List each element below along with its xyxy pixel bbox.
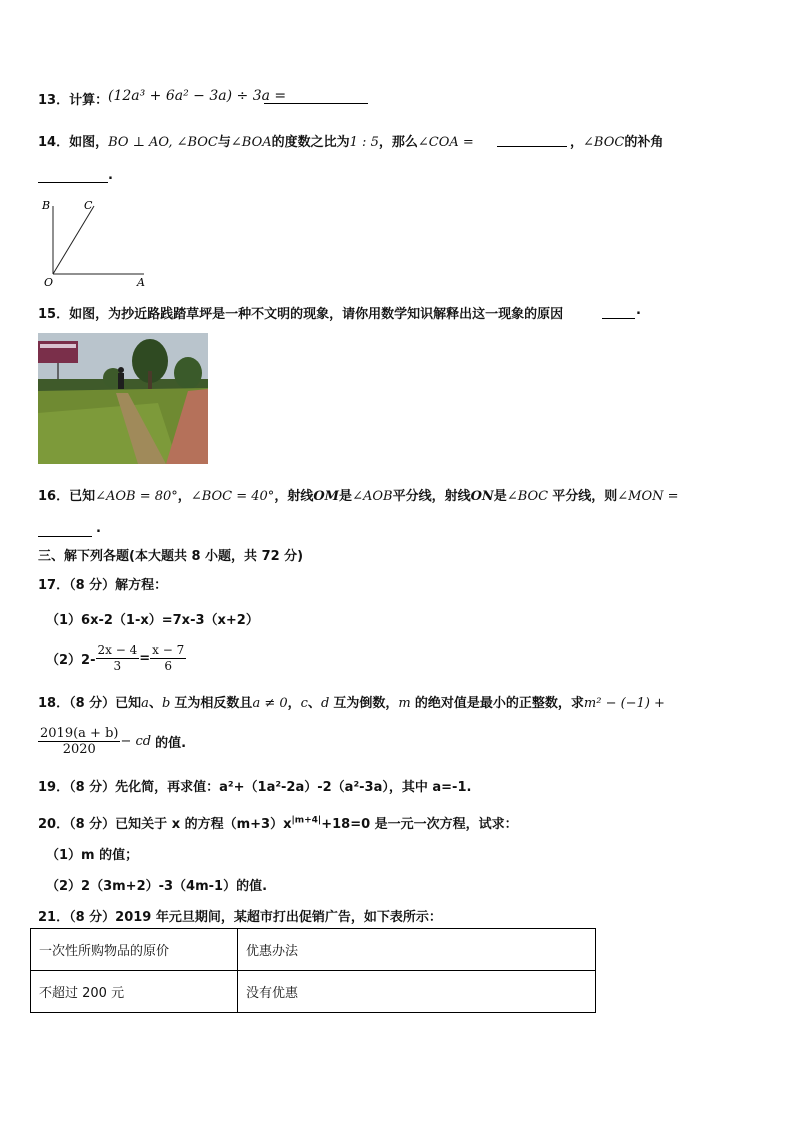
equals-sign: = (139, 650, 151, 666)
q18-text: ， (287, 696, 301, 711)
q16-label: 16．已知 (38, 489, 96, 504)
q20-heading-text: +18=0 是一元一次方程，试求： (321, 817, 518, 832)
q16-angle: ∠AOB (352, 489, 393, 504)
fraction (150, 643, 186, 674)
q20-heading-text: 20．（8 分）已知关于 x 的方程（m+3）x (38, 817, 292, 832)
q21-heading: 21．（8 分）2019 年元旦期间，某超市打出促销广告，如下表所示： (38, 910, 442, 925)
q16-ray-om: OM (313, 489, 340, 504)
q14-label: 14．如图， (38, 135, 109, 150)
var-a: a (141, 696, 149, 711)
q18-text: 互为倒数， (333, 696, 399, 711)
fraction (96, 643, 140, 674)
fraction-denominator: 2020 (62, 741, 96, 757)
section-3-heading: 三、解下列各题(本大题共 8 小题，共 72 分) (38, 549, 304, 564)
q16-text: ，射线 (274, 489, 314, 504)
q16-end: . (96, 521, 101, 536)
var-b: b (161, 696, 171, 711)
var-c: c (300, 696, 308, 711)
q18-line2 (38, 721, 186, 761)
q20-part1: （1）m 的值； (46, 848, 139, 863)
q16-ray-on: ON (470, 489, 494, 504)
q19-text: 19．（8 分）先化简，再求值：a²+（1a²-2a）-2（a²-3a），其中 a=-1. (38, 780, 472, 795)
q18-text: 、 (307, 696, 321, 711)
q15-text: 15．如图，为抄近路践踏草坪是一种不文明的现象，请你用数学知识解释出这一现象的原因 (38, 307, 564, 322)
figure-label-o: O (44, 276, 54, 288)
q14-text: 与 (217, 135, 231, 150)
q18-condition: a ≠ 0 (252, 696, 288, 711)
table-cell: 不超过 200 元 (31, 971, 238, 1013)
table-cell: 没有优惠 (238, 971, 596, 1013)
q13-answer-blank (264, 102, 368, 104)
q14-ask-boc: ∠BOC (583, 135, 625, 150)
q18-text: 互为相反数且 (174, 696, 253, 711)
lawn-shortcut-photo (38, 333, 208, 464)
table-cell: 一次性所购物品的原价 (31, 929, 238, 971)
q14-text: 的度数之比为 (271, 135, 350, 150)
q20-part2: （2）2（3m+2）-3（4m-1）的值. (46, 879, 268, 894)
q18-text: 、 (148, 696, 162, 711)
var-d: d (320, 696, 330, 711)
q18-expression: − cd (120, 733, 152, 749)
q16-text: ， (177, 489, 191, 504)
q17-part1: （1）6x-2（1-x）=7x-3（x+2） (46, 613, 259, 628)
table-cell: 优惠办法 (238, 929, 596, 971)
q14-answer-blank-2 (38, 181, 108, 183)
q15-answer-blank (602, 317, 635, 319)
q14-end: . (108, 168, 113, 183)
q16-text: 平分线，射线 (392, 489, 471, 504)
q14-text: ， (570, 135, 584, 150)
q16-ask-mon: ∠MON = (617, 489, 679, 504)
fraction-numerator: 2x − 4 (97, 642, 138, 657)
q16-line1 (38, 485, 679, 504)
q14-given: BO ⊥ AO, ∠BOC (108, 135, 218, 150)
q16-text: 是 (493, 489, 507, 504)
fraction-denominator: 3 (113, 658, 122, 673)
q14-text: 的补角 (624, 135, 664, 150)
q16-angle: ∠BOC (506, 489, 549, 504)
q13-label: 13．计算： (38, 93, 109, 108)
q14-line1-tail (570, 131, 663, 150)
q14-ask-coa: ∠COA = (417, 135, 474, 150)
q16-angle-aob: ∠AOB = 80° (95, 489, 178, 504)
discount-table (30, 928, 596, 1013)
q16-angle-boc: ∠BOC = 40° (190, 489, 275, 504)
table-row (31, 971, 596, 1013)
q18-expression: m² − (−1) + (583, 696, 665, 711)
figure-label-a: A (137, 276, 145, 288)
q17-part2 (46, 640, 186, 676)
q18-label: 18．（8 分）已知 (38, 696, 142, 711)
q18-line1 (38, 692, 665, 711)
q17-part2-prefix: （2）2- (46, 652, 96, 668)
q20-heading (38, 813, 518, 832)
fraction-denominator: 6 (164, 658, 172, 673)
q18-end: 的值. (155, 735, 187, 751)
q16-text: 是 (339, 489, 353, 504)
q14-answer-blank-1 (497, 145, 567, 147)
table-row (31, 929, 596, 971)
q16-text: 平分线，则 (552, 489, 618, 504)
figure-label-c: C (84, 199, 93, 212)
q20-exponent: |m+4| (291, 815, 322, 826)
q13-expression: (12a³ + 6a² − 3a) ÷ 3a = (108, 88, 287, 104)
fraction (38, 726, 120, 757)
fraction-numerator: 2019(a + b) (40, 725, 119, 741)
figure-label-b: B (42, 199, 51, 212)
q14-line1 (38, 131, 474, 150)
q14-angle-boa: ∠BOA (230, 135, 272, 150)
q14-angle-figure (36, 196, 156, 288)
var-m: m (398, 696, 411, 711)
q15-end: . (636, 303, 641, 318)
fraction-numerator: x − 7 (152, 642, 185, 657)
q18-text: 的绝对值是最小的正整数，求 (414, 696, 584, 711)
q17-heading: 17．（8 分）解方程： (38, 578, 168, 593)
q14-text: ，那么 (378, 135, 418, 150)
q14-ratio: 1 : 5 (349, 135, 379, 150)
q16-answer-blank (38, 535, 92, 537)
